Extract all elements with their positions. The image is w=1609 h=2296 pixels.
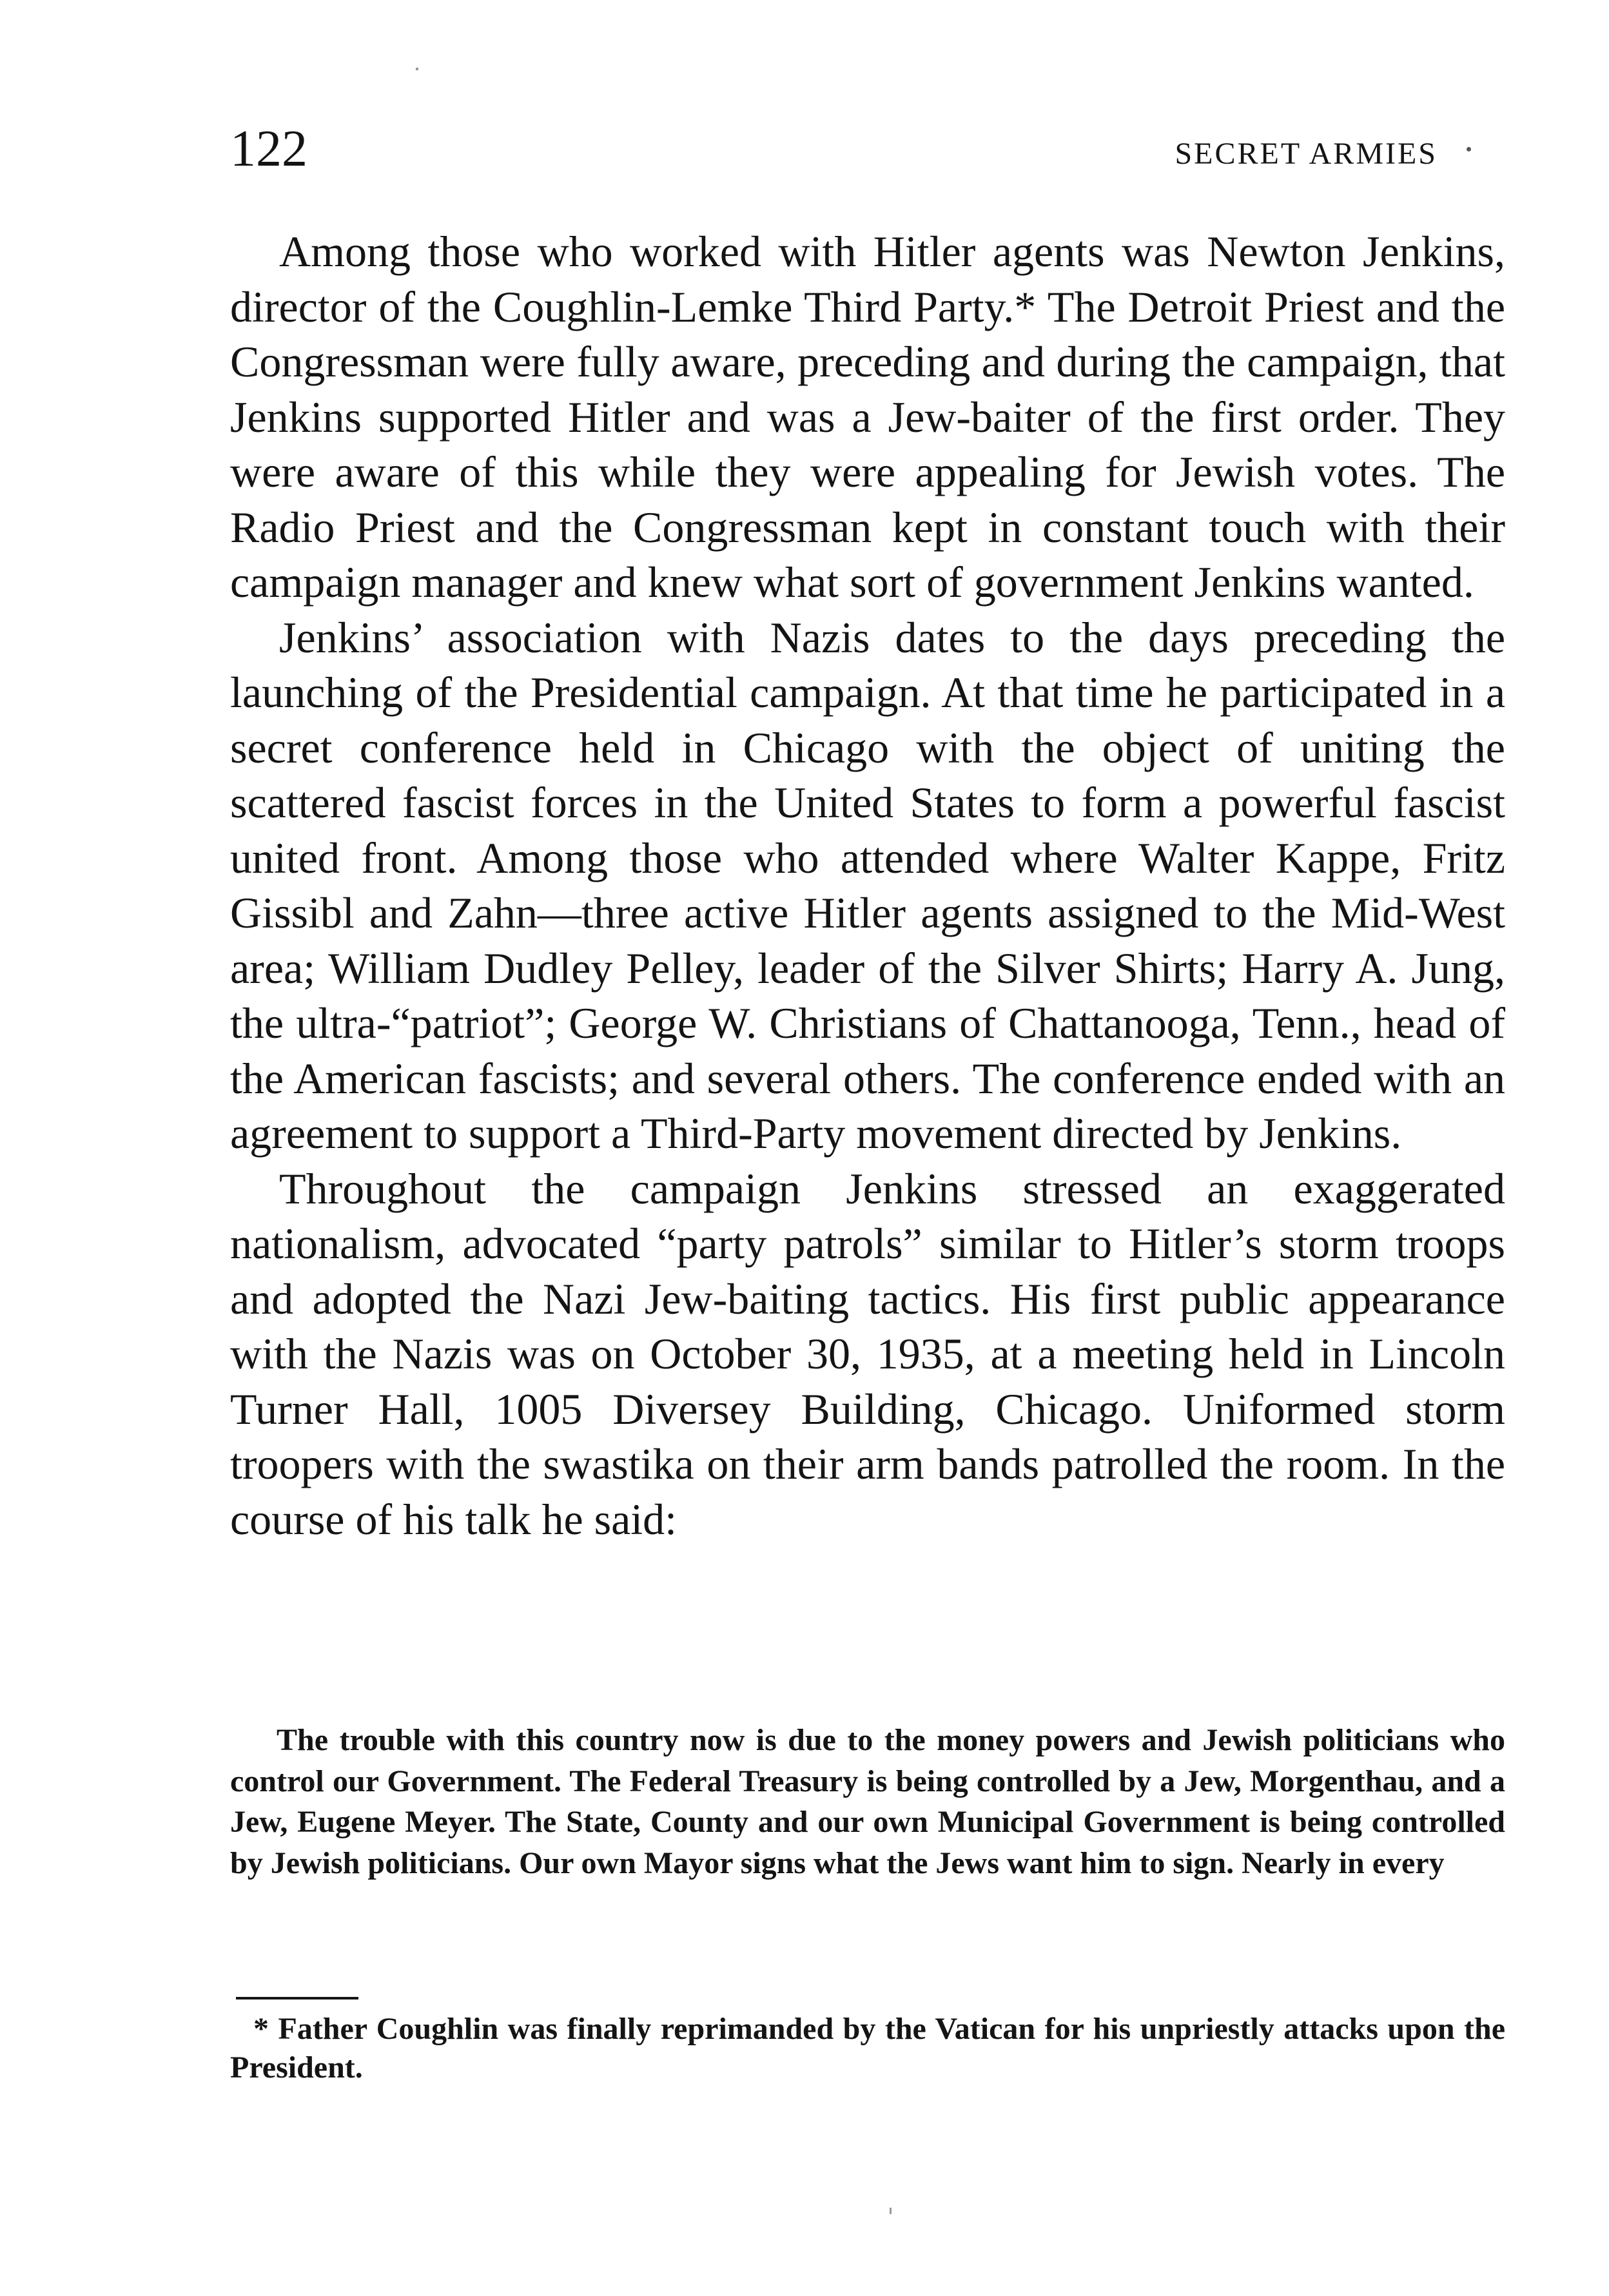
scan-speck [416,68,418,70]
header-dot-mark [1467,147,1471,151]
page-header [230,113,1505,184]
block-quote: The trouble with this country now is due to the money powers and Jewish politicians who control our Government. The Federal Treasury is being controlled by a Jew, Morgenthau, and a Jew, Eugene Meyer. The State, County and our own Municipal Government is being controlled by Jewish politicians. Our own Mayor signs what the Jews want him to sign. Nearly in every [230,1723,1505,1880]
body-text [230,224,1505,1547]
paragraph-campaign: Throughout the campaign Jenkins stressed an exaggerated nationalism, advocated “party patrols” similar to Hitler’s storm troops and adopted the Nazi Jew-baiting tactics. His first public appearance with the Nazis was on October 30, 1935, at a meeting held in Lincoln Turner Hall, 1005 Diversey Building, Chicago. Uniformed storm troopers with the swastika on their arm bands patrolled the room. In the course of his talk he said: [230,1163,1505,1544]
scan-speck [890,2208,892,2214]
page-number: 122 [230,121,307,177]
paragraph-jenkins-intro: Among those who worked with Hitler agents was Newton Jenkins, director of the Coughlin-Lemke Third Party.* The Detroit Priest and the Congressman were fully aware, preceding and during the campaign, that Jenkins supported Hitler and was a Jew-baiter of the first order. They were aware of this while they were appealing for Jewish votes. The Radio Priest and the Congressman kept in constant touch with their campaign manager and knew what sort of government Jenkins wanted. [230,227,1505,607]
footnote-rule [236,1997,358,1999]
paragraph-secret-conference: Jenkins’ association with Nazis dates to the days preceding the launching of the Presidential campaign. At that time he participated in a secret conference held in Chicago with the object of uniting the scattered fascist forces in the United States to form a powerful fascist united front. Among those who attended where Walter Kappe, Fritz Gissibl and Zahn—three active Hitler agents assigned to the Mid-West area; William Dudley Pelley, leader of the Silver Shirts; Harry A. Jung, the ultra-“patriot”; George W. Christians of Chattanooga, Tenn., head of the American fascists; and several others. The conference ended with an agreement to support a Third-Party movement directed by Jenkins. [230,612,1505,1158]
footnote: * Father Coughlin was finally reprimanded by the Vatican for his unpriestly attacks upon the President. [230,2012,1505,2085]
running-head: SECRET ARMIES [1175,137,1438,171]
